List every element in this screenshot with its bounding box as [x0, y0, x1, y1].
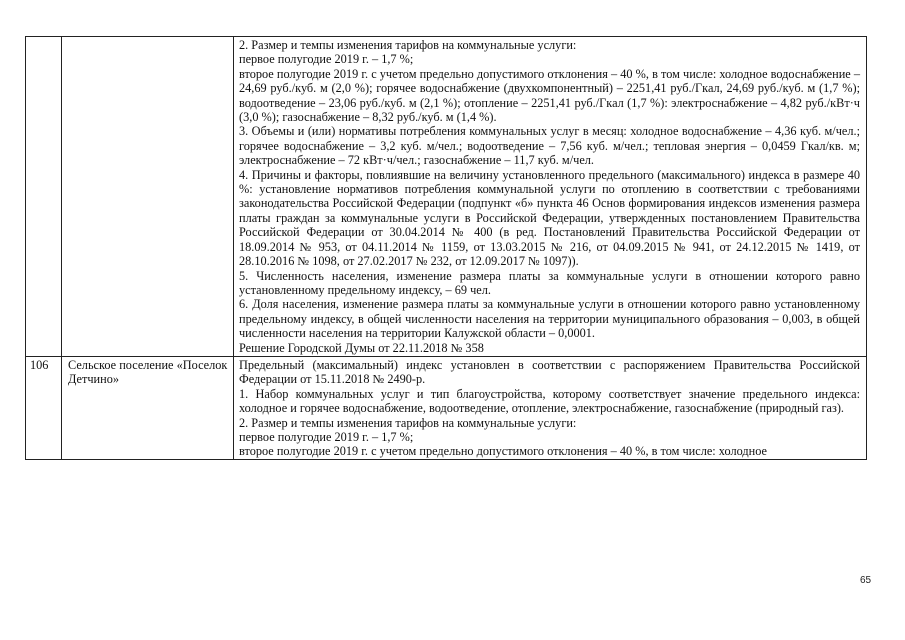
- index-description-cell: [234, 356, 867, 459]
- municipality-name-cell: [62, 37, 234, 357]
- description-paragraph: второе полугодие 2019 г. с учетом предельно допустимого отклонения – 40 %, в том числе: холодное: [239, 444, 767, 459]
- description-paragraph: Предельный (максимальный) индекс установлен в соответствии с распоряжением Правительства Российской Федерации от 15.11.2018 № 2490-р.: [239, 357, 860, 387]
- row-number-cell: 106: [26, 356, 62, 459]
- description-paragraph: 1. Набор коммунальных услуг и тип благоустройства, которому соответствует значение предельного индекса: холодное и горячее водоснабжение, водоотведение, отопление, электроснабжение, газоснабжение (природный газ).: [239, 386, 860, 416]
- municipality-name-cell: Сельское поселение «Поселок Детчино»: [62, 356, 234, 459]
- index-description-cell: [234, 37, 867, 357]
- description-paragraph: 6. Доля населения, изменение размера платы за коммунальные услуги в отношении которого равно установленному предельному индексу, в общей численности населения на территории муниципального образования – 0,003, в общей численности населения на территории Калужской области – 0,0001.: [239, 297, 860, 341]
- description-paragraph: первое полугодие 2019 г. – 1,7 %;: [239, 429, 414, 444]
- row-number-cell: [26, 37, 62, 357]
- description-paragraph: 3. Объемы и (или) нормативы потребления коммунальных услуг в месяц: холодное водоснабжение – 4,36 куб. м/чел.; горячее водоснабжение – 3,2 куб. м/чел.; водоотведение – 7,56 куб. м/чел.; тепловая энергия – 0,0459 Гкал/кв. м; электроснабжение – 72 кВт·ч/чел.; газоснабжение – 11,7 куб. м/чел.: [239, 124, 860, 168]
- description-paragraph: 5. Численность населения, изменение размера платы за коммунальные услуги в отношении которого равно установленному предельному индексу, – 69 чел.: [239, 268, 860, 297]
- description-paragraph: первое полугодие 2019 г. – 1,7 %;: [239, 52, 414, 67]
- table-row: [26, 356, 867, 459]
- description-paragraph: 2. Размер и темпы изменения тарифов на коммунальные услуги:: [239, 415, 577, 430]
- table-row: [26, 37, 867, 357]
- page-number: 65: [860, 575, 872, 586]
- description-paragraph: 4. Причины и факторы, повлиявшие на величину установленного предельного (максимального) индекса в размере 40 %: установление нормативов потребления коммунальной услуги по отоплению в соответствии с требованиями законодательства Российской Федерации (подпункт «б» пункта 46 Основ формирования индексов изменения размера платы граждан за коммунальные услуги в Российской Федерации, утвержденных постановлением Правительства Российской Федерации от 30.04.2014 № 400 (в ред. Постановлений Правительства Российской Федерации от 18.09.2014 № 953, от 04.11.2014 № 1159, от 13.03.2015 № 216, от 04.09.2015 № 941, от 24.12.2015 № 1419, от 28.10.2016 № 1098, от 27.02.2017 № 232, от 12.09.2017 № 1097)).: [239, 167, 860, 269]
- description-paragraph: второе полугодие 2019 г. с учетом предельно допустимого отклонения – 40 %, в том числе: холодное водоснабжение – 24,69 руб./куб. м (2,0 %); горячее водоснабжение (двухкомпонентный) – 2251,41 руб./Гкал, 24,69 руб./куб. м (1,7 %); водоотведение – 23,06 руб./куб. м (2,1 %); отопление – 2251,41 руб./Гкал (1,7 %): электроснабжение – 4,82 руб./кВт·ч (3,0 %); газоснабжение – 8,32 руб./куб. м (1,4 %).: [239, 66, 860, 125]
- decision-reference: Решение Городской Думы от 22.11.2018 № 358: [239, 340, 484, 355]
- description-paragraph: 2. Размер и темпы изменения тарифов на коммунальные услуги:: [239, 38, 577, 52]
- tariff-index-table: [25, 36, 867, 460]
